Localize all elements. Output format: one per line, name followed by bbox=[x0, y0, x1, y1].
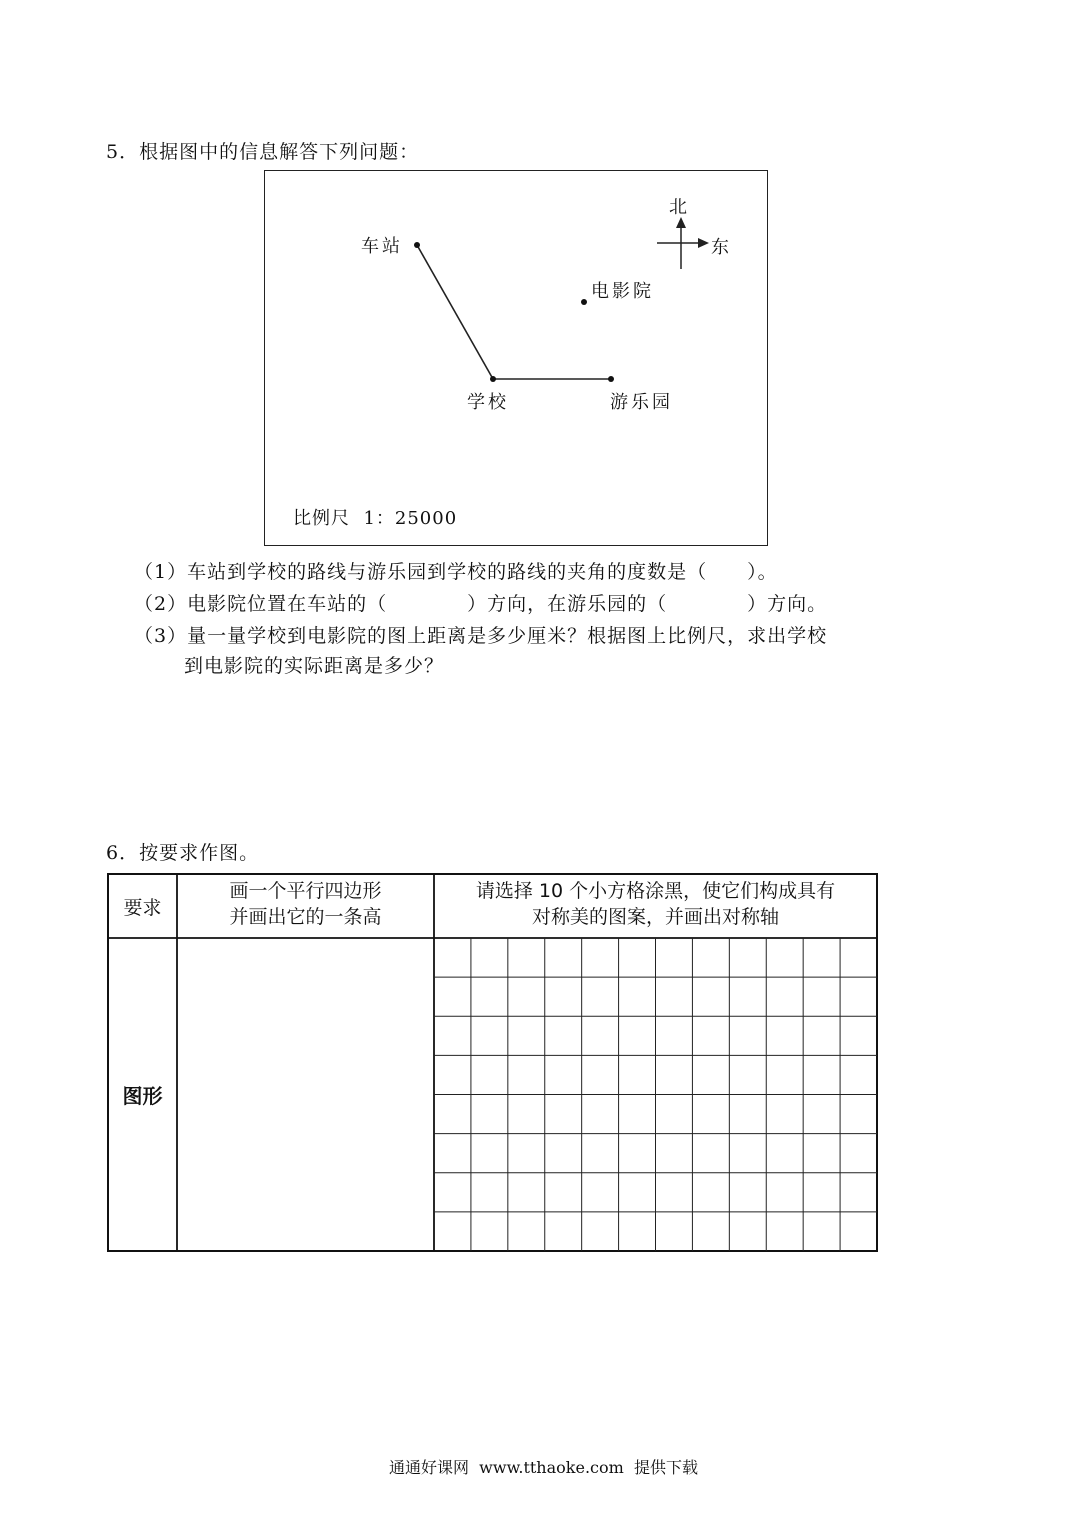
header-requirement: 要求 bbox=[123, 896, 162, 919]
school-label: 学校 bbox=[467, 392, 509, 413]
station-label: 车站 bbox=[361, 236, 403, 257]
footer-source: 通通好课网 www.tthaoke.com 提供下载 bbox=[389, 1458, 698, 1477]
question-6-title: 6．按要求作图。 bbox=[106, 842, 260, 864]
row-label-figure: 图形 bbox=[122, 1084, 163, 1108]
sub-question-3-line-2: 到电影院的实际距离是多少？ bbox=[184, 655, 445, 677]
header-symmetry-line-2: 对称美的图案，并画出对称轴 bbox=[531, 906, 779, 928]
scale-label: 比例尺 1：25000 bbox=[293, 508, 458, 529]
header-parallelogram-line-1: 画一个平行四边形 bbox=[229, 880, 382, 902]
sub-question-3-line-1: （3）量一量学校到电影院的图上距离是多少厘米？根据图上比例尺，求出学校 bbox=[134, 625, 828, 647]
cinema-label: 电影院 bbox=[591, 281, 654, 302]
header-symmetry-line-1: 请选择 10 个小方格涂黑，使它们构成具有 bbox=[475, 880, 836, 902]
header-symmetry bbox=[434, 878, 877, 930]
header-parallelogram bbox=[177, 878, 434, 930]
east-label: 东 bbox=[711, 237, 732, 258]
park-label: 游乐园 bbox=[610, 392, 673, 413]
sub-question-2: （2）电影院位置在车站的（ ）方向，在游乐园的（ ）方向。 bbox=[134, 593, 828, 615]
parallelogram-drawing-area[interactable] bbox=[178, 939, 433, 1250]
header-parallelogram-line-2: 并画出它的一条高 bbox=[229, 906, 382, 928]
question-5-title: 5．根据图中的信息解答下列问题： bbox=[106, 141, 420, 163]
sub-question-1: （1）车站到学校的路线与游乐园到学校的路线的夹角的度数是（ ）。 bbox=[134, 561, 778, 583]
north-label: 北 bbox=[669, 197, 690, 218]
